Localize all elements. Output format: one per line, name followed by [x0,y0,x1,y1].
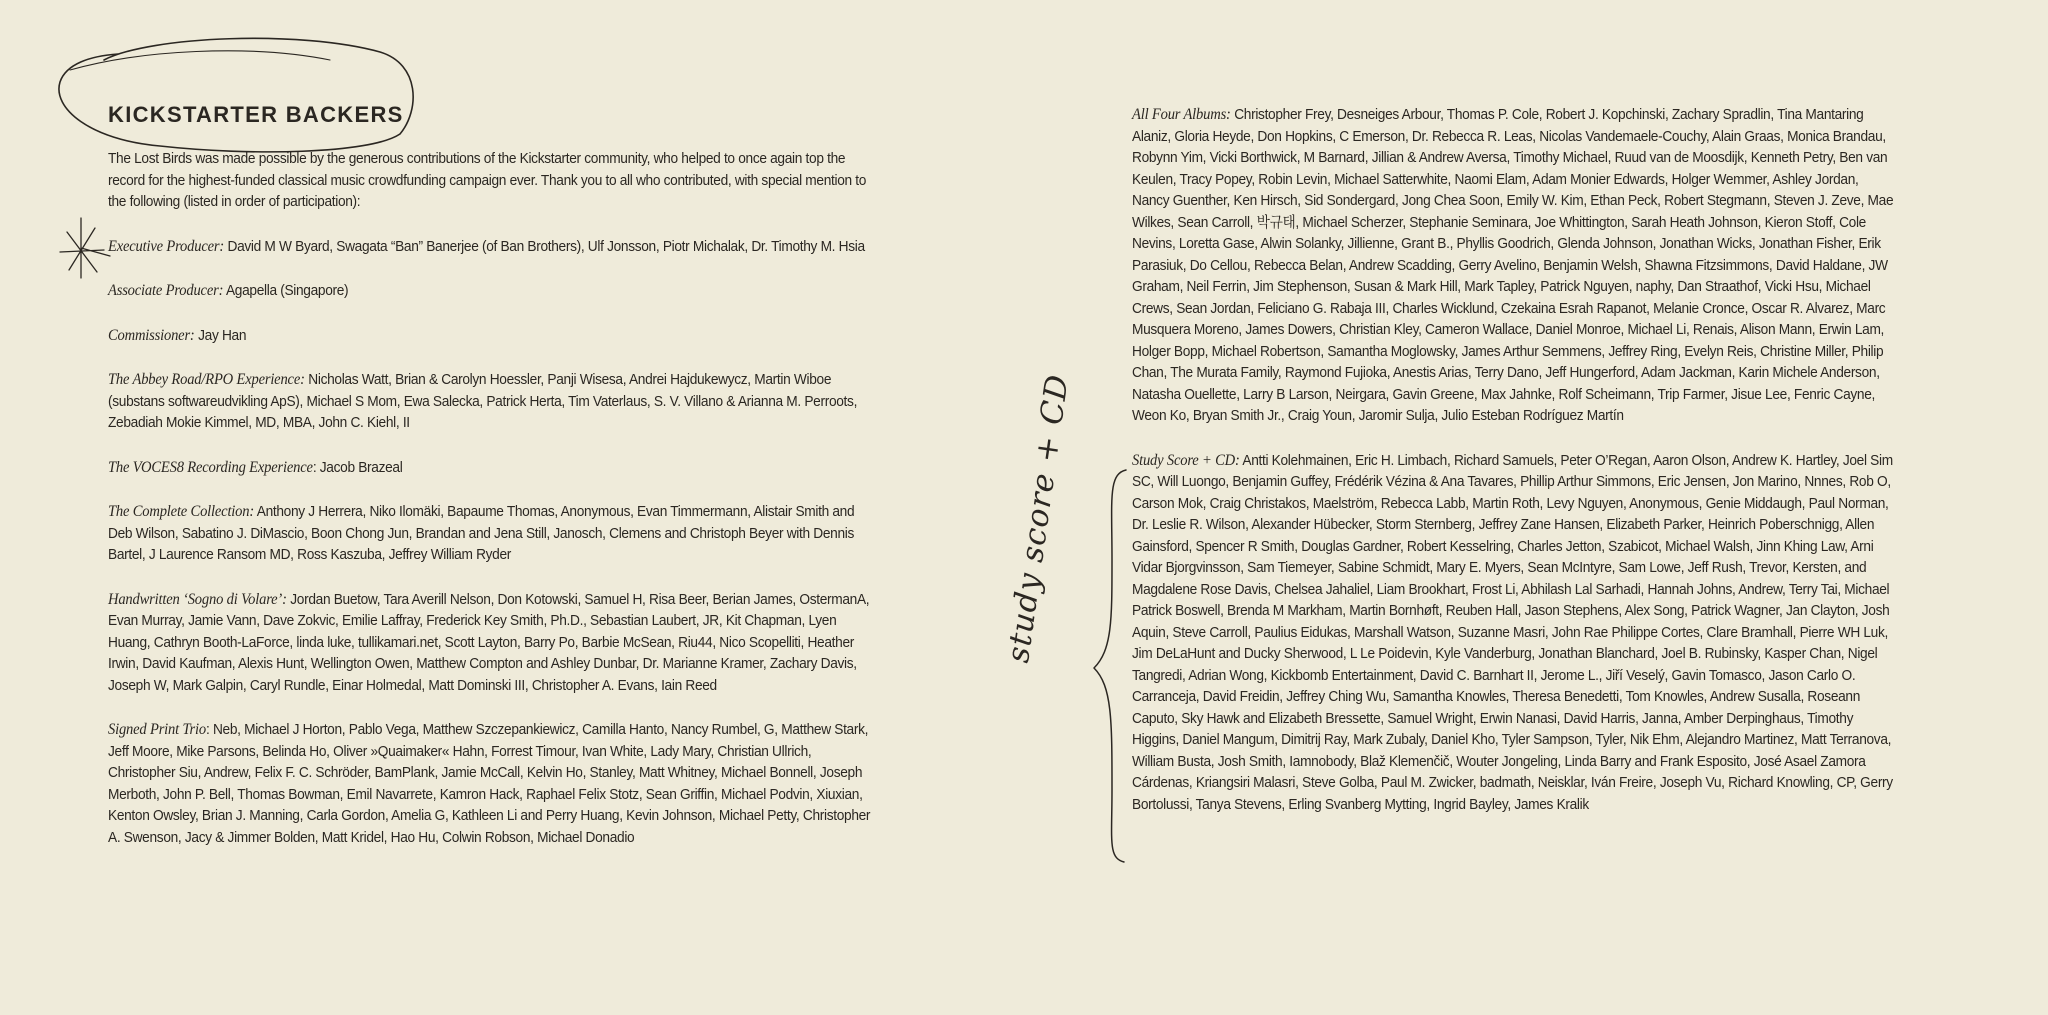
tier-names: Anthony J Herrera, Niko Ilomäki, Bapaume Thomas, Anonymous, Evan Timmermann, Alistair Smith and Deb Wilson, Sabatino J. DiMascio, Boon Chong Jun, Brandan and Jena Still, Janosch, Clemens and Christoph Beyer with Dennis Bartel, J Laurence Ransom MD, Ross Kaszuba, Jeffrey William Ryder [108,504,855,563]
tier-voces8 [108,457,871,480]
tier-all-four-albums [1132,104,1895,428]
star-doodle-icon [60,218,110,278]
tier-label: Signed Print Trio [108,721,207,738]
tier-label: The Complete Collection: [108,503,255,520]
right-page [1132,104,1944,838]
tier-names: Agapella (Singapore) [225,283,349,299]
tier-label: The Abbey Road/RPO Experience: [108,371,305,388]
tier-signed-print-trio [108,719,871,849]
tier-complete-collection [108,501,871,567]
tier-label: Commissioner: [108,326,195,344]
tier-associate-producer [108,280,871,303]
tier-names: Jordan Buetow, Tara Averill Nelson, Don Kotowski, Samuel H, Risa Beer, Berian James, OstermanA, Evan Murray, Jamie Vann, Dave Zokvic, Emilie Laffray, Frederick Key Smith, Ph.D., Sebastian Laubert, JR, Kit Chapman, Lyen Huang, Cathryn Booth-LaForce, linda luke, tullikamari.net, Scott Layton, Barry Po, Barbie McSean, Riu44, Nico Scopelliti, Heather Irwin, David Kaufman, Alexis Hunt, Wellington Owen, Matthew Compton and Ashley Dunbar, Dr. Marianne Kramer, Zachary Davis, Joseph W, Mark Galpin, Caryl Rundle, Einar Holmedal, Matt Dominski III, Christopher A. Evans, Iain Reed [108,591,870,694]
tier-label: Executive Producer: [108,237,225,255]
tier-names: David M W Byard, Swagata “Ban” Banerjee (of Ban Brothers), Ulf Jonsson, Piotr Michalak, Dr. Timothy M. Hsia [227,238,865,255]
tier-names: : Jacob Brazeal [312,459,403,476]
tier-label: All Four Albums: [1132,106,1231,123]
tier-names: : Neb, Michael J Horton, Pablo Vega, Matthew Szczepankiewicz, Camilla Hanto, Nancy Rumbel, G, Matthew Stark, Jeff Moore, Mike Parsons, Belinda Ho, Oliver »Quaimaker« Hahn, Forrest Timour, Ivan White, Lady Mary, Christian Ullrich, Christopher Siu, Andrew, Felix F. C. Schröder, BamPlank, Jamie McCall, Kelvin Ho, Stanley, Matt Whitney, Michael Bonnell, Joseph Merboth, John P. Bell, Thomas Bowman, Emil Navarrete, Kamron Hack, Raphael Felix Stotz, Sean Griffin, Michael Podvin, Xiuxian, Kenton Owsley, Brian J. Manning, Carla Gordon, Amelia G, Kathleen Li and Perry Huang, Kevin Johnson, Michael Petty, Christopher A. Swenson, Jacy & Jimmer Bolden, Matt Kridel, Hao Hu, Colwin Robson, Michael Donadio [108,722,871,846]
tier-names: Jay Han [198,327,247,344]
tier-abbey-road [108,369,871,435]
tier-executive-producer [108,236,871,259]
tier-handwritten [108,589,871,698]
tier-label: Study Score + CD: [1132,451,1240,469]
intro-paragraph: The Lost Birds was made possible by the generous contributions of the Kickstarter community, who helped to once again top the record for the highest-funded classical music crowdfunding campaign ever. Thank you to all who contributed, with special mention to the following (listed in order of participation): [108,151,867,210]
tier-names: Nicholas Watt, Brian & Carolyn Hoessler, Panji Wisesa, Andrei Hajdukewycz, Martin Wiboe (substans softwareudvikling ApS), Michael S Mom, Ewa Salecka, Patrick Herta, Tim Vaterlaus, S. V. Villano & Arianna M. Perroots, Zebadiah Mokie Kimmel, MD, MBA, John C. Kiehl, II [108,372,858,431]
brace-scribble [1094,470,1126,862]
tier-label: The VOCES8 Recording Experience [108,458,313,476]
page-title: KICKSTARTER BACKERS [108,102,404,127]
tier-names: Antti Kolehmainen, Eric H. Limbach, Richard Samuels, Peter O’Regan, Aaron Olson, Andrew K. Hartley, Joel Sim SC, Will Luongo, Benjamin Guffey, Frédérik Vézina & Ana Tavares, Phillip Arthur Simmons, Eric Jensen, Jon Marino, Nnnes, Rob O, Carson Mok, Craig Christakos, Maelström, Rebecca Labb, Martin Roth, Levy Nguyen, Anonymous, Genie Middaugh, Paul Norman, Dr. Leslie R. Wilson, Alexander Hübecker, Storm Sternberg, Jeffrey Zane Hansen, Elizabeth Parker, Heinrich Poberschnigg, Allen Gainsford, Spencer R Smith, Douglas Gardner, Robert Kesselring, Charles Jetton, Szabicot, Michael Walsh, Jinn Khing Law, Arni Vidar Bjorgvinsson, Sam Tiemeyer, Sabine Schmidt, Mary E. Myers, Sean McIntyre, Sam Lowe, Jeff Rush, Trevor, Kersten, and Magdalene Rose Davis, Chelsea Jahaliel, Liam Brookhart, Frost Li, Abhilash Lal Sarhadi, Hannah Johns, Andrew, Terry Tai, Michael Patrick Boswell, Brenda M Markham, Martin Bornhøft, Reuben Hall, Jason Stephens, Alex Song, Patrick Wagner, Jan Clayton, Josh Aquin, Steve Carroll, Paulius Eidukas, Marshall Watson, Suzanne Masri, John Rae Philippe Cortes, Clare Bramhall, Pierre WH Luk, Jim DeLaHunt and Ducky Sherwood, L Le Poidevin, Kyle Vanderburg, Jonathan Blanchard, Joel B. Rubinsky, Kasper Chan, Nigel Tangredi, Adrian Wong, Kickbomb Entertainment, David C. Barnhart II, Jerome L., Jiří Veselý, Gavin Tomasco, Jason Carlo O. Carranceja, David Freidin, Jeffrey Ching Wu, Samantha Knowles, Theresa Benedetti, Tom Knowles, Andrew Susalla, Roseann Caputo, Sky Hawk and Elizabeth Bressette, Samuel Wright, Erwin Nanasi, David Harris, Janna, Amber Derpinghaus, Timothy Higgins, Daniel Mangum, Dimitrij Ray, Mark Zubaly, Daniel Kho, Tyler Sampson, Tyler, Nik Ehm, Alejandro Martinez, Matt Terranova, William Busta, Josh Smith, Iamnobody, Blaž Klemenčič, Wouter Jongeling, Linda Barry and Frank Esposito, José Asael Zamora Cárdenas, Kriangsiri Malasri, Steve Golba, Paul M. Zwicker, badmath, Neisklar, Iván Freire, Joseph Vu, Richard Knowling, CP, Gerry Bortolussi, Tanya Stevens, Erling Svanberg Mytting, Ingrid Bayley, James Kralik [1132,452,1893,813]
tier-commissioner [108,325,871,348]
left-page [108,100,920,871]
tier-study-score-cd [1132,450,1895,817]
tier-label: Handwritten ‘Sogno di Volare’: [108,590,287,608]
margin-handwritten-note: study score + CD [1000,371,1077,666]
tier-label: Associate Producer: [108,282,224,299]
tier-names: Christopher Frey, Desneiges Arbour, Thomas P. Cole, Robert J. Kopchinski, Zachary Spradlin, Tina Mantaring Alaniz, Gloria Heyde, Don Hopkins, C Emerson, Dr. Rebecca R. Leas, Nicolas Vandemaele-Couchy, Alain Graas, Monica Brandau, Robynn Yim, Vicki Borthwick, M Barnard, Jillian & Andrew Aversa, Timothy Michael, Ruud van de Moosdijk, Kenneth Petry, Ben van Keulen, Tracy Popey, Robin Levin, Michael Satterwhite, Naomi Elam, Adam Monier Edwards, Holger Wemmer, Ashley Jordan, Nancy Guenther, Ken Hirsch, Sid Sondergard, Jong Chea Soon, Emily W. Kim, Ethan Peck, Robert Stegmann, Steven J. Zeve, Mae Wilkes, Sean Carroll, 박규태, Michael Scherzer, Stephanie Seminara, Joe Whittington, Sarah Heath Johnson, Kieron Stoff, Cole Nevins, Loretta Gase, Alwin Solanky, Jillienne, Grant B., Phyllis Goodrich, Glenda Johnson, Jonathan Wicks, Jonathan Fisher, Erik Parasiuk, Do Cellou, Rebecca Belan, Andrew Scadding, Gerry Avelino, Benjamin Welsh, Shawna Fitzsimmons, David Haldane, JW Graham, Neil Ferrin, Jim Stephenson, Susan & Mark Hill, Mark Tapley, Patrick Nguyen, naphy, Dan Straathof, Vicki Hsu, Michael Crews, Sean Jordan, Feliciano G. Rabaja III, Charles Wicklund, Czekaina Esrah Rapanot, Melanie Cronce, Oscar R. Alvarez, Marc Musquera Moreno, James Dowers, Christian Kley, Cameron Wallace, Daniel Monroe, Michael Li, Renais, Alison Mann, Erwin Lam, Holger Bopp, Michael Robertson, Samantha Moglowsky, James Arthur Semmens, Jeffrey Ring, Evelyn Reis, Christine Miller, Philip Chan, The Murata Family, Raymond Fujioka, Anestis Arias, Terry Dano, Jeff Hungerford, Adam Jackman, Karin Michele Anderson, Natasha Ouellette, Larry B Larson, Neirgara, Gavin Greene, Max Jahnke, Rolf Scheimann, Trip Farmer, Jisue Lee, Fenric Cayne, Weon Ko, Bryan Smith Jr., Craig Youn, Jaromir Sulja, Julio Esteban Rodríguez Martín [1132,107,1894,424]
